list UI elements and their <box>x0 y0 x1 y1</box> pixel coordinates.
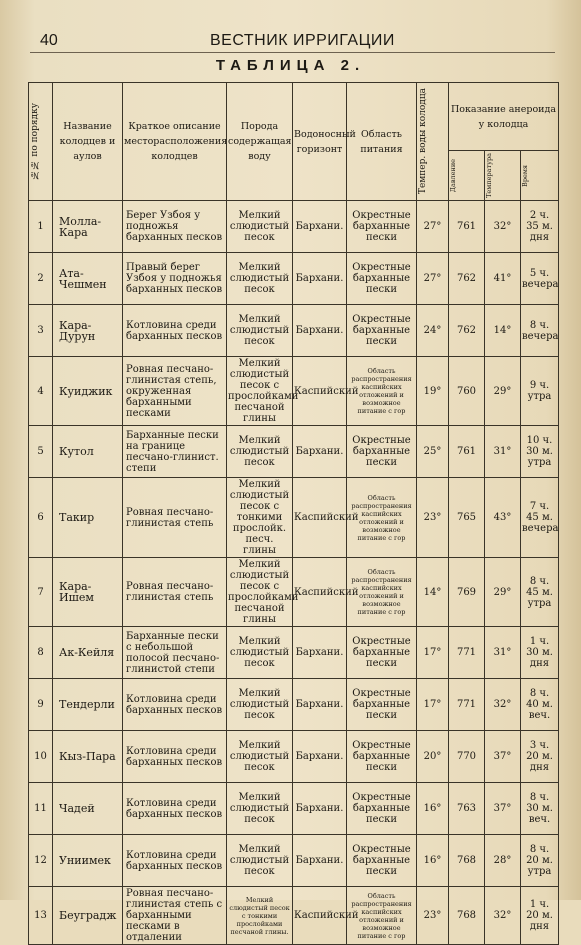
cell-water-temp: 16° <box>417 783 449 835</box>
cell-number: 3 <box>29 305 53 357</box>
cell-air-temp: 29° <box>485 558 521 627</box>
cell-air-temp: 29° <box>485 357 521 426</box>
wells-table <box>28 82 559 945</box>
table-row <box>29 305 559 357</box>
table-row <box>29 357 559 426</box>
cell-horizon: Бархани. <box>293 783 347 835</box>
cell-description: Ровная песчано-глинистая степь с барханными песками в отдалении <box>123 887 227 945</box>
cell-horizon: Каспийский <box>293 558 347 627</box>
cell-air-temp: 31° <box>485 426 521 478</box>
cell-well-name: Ата-Чешмен <box>53 253 123 305</box>
cell-water-temp: 19° <box>417 357 449 426</box>
table-row <box>29 731 559 783</box>
cell-water-temp: 27° <box>417 253 449 305</box>
col-header-pressure: Давление <box>449 151 485 201</box>
cell-horizon: Бархани. <box>293 627 347 679</box>
cell-rock: Мелкий слюдистый песок с тонкими прослойками песчаной глины. <box>227 887 293 945</box>
cell-feed-area: Область распространения каспийских отложений и возможное питание с гор <box>347 357 417 426</box>
cell-water-temp: 27° <box>417 201 449 253</box>
cell-rock: Мелкий слюдистый песок <box>227 835 293 887</box>
cell-well-name: Такир <box>53 478 123 558</box>
cell-number: 4 <box>29 357 53 426</box>
table-row <box>29 253 559 305</box>
cell-number: 5 <box>29 426 53 478</box>
cell-feed-area: Окрестные барханные пески <box>347 305 417 357</box>
col-header-desc: Краткое описание месторасположения колодцев <box>123 83 227 201</box>
table-row <box>29 783 559 835</box>
cell-pressure: 768 <box>449 887 485 945</box>
cell-water-temp: 14° <box>417 558 449 627</box>
cell-pressure: 763 <box>449 783 485 835</box>
cell-number: 1 <box>29 201 53 253</box>
cell-horizon: Каспийский <box>293 357 347 426</box>
cell-rock: Мелкий слюдистый песок <box>227 731 293 783</box>
cell-water-temp: 23° <box>417 478 449 558</box>
col-header-rock: Порода содержащая воду <box>227 83 293 201</box>
cell-air-temp: 31° <box>485 627 521 679</box>
cell-horizon: Бархани. <box>293 731 347 783</box>
cell-well-name: Кыз-Пара <box>53 731 123 783</box>
cell-pressure: 762 <box>449 305 485 357</box>
cell-air-temp: 37° <box>485 783 521 835</box>
cell-well-name: Молла-Кара <box>53 201 123 253</box>
cell-time: 10 ч. 30 м. утра <box>521 426 559 478</box>
cell-pressure: 761 <box>449 426 485 478</box>
table-row <box>29 426 559 478</box>
table-row <box>29 201 559 253</box>
cell-air-temp: 43° <box>485 478 521 558</box>
cell-number: 7 <box>29 558 53 627</box>
cell-description: Котловина среди барханных песков <box>123 305 227 357</box>
col-header-air-temp: Температура <box>485 151 521 201</box>
cell-number: 10 <box>29 731 53 783</box>
col-header-horizon: Водоносный горизонт <box>293 83 347 201</box>
cell-number: 12 <box>29 835 53 887</box>
table-row <box>29 887 559 945</box>
cell-time: 3 ч. 20 м. дня <box>521 731 559 783</box>
cell-water-temp: 17° <box>417 627 449 679</box>
table-row <box>29 627 559 679</box>
cell-air-temp: 32° <box>485 679 521 731</box>
cell-water-temp: 17° <box>417 679 449 731</box>
cell-number: 6 <box>29 478 53 558</box>
cell-time: 8 ч. 40 м. веч. <box>521 679 559 731</box>
cell-pressure: 768 <box>449 835 485 887</box>
cell-description: Барханные пески с небольшой полосой песчано-глинистой степи <box>123 627 227 679</box>
cell-air-temp: 32° <box>485 201 521 253</box>
cell-air-temp: 41° <box>485 253 521 305</box>
cell-well-name: Кутол <box>53 426 123 478</box>
cell-time: 1 ч. 30 м. дня <box>521 627 559 679</box>
cell-water-temp: 25° <box>417 426 449 478</box>
cell-pressure: 761 <box>449 201 485 253</box>
cell-rock: Мелкий слюдистый песок <box>227 783 293 835</box>
col-header-num: №№ по порядку <box>29 83 53 201</box>
table-body <box>29 201 559 945</box>
cell-well-name: Куиджик <box>53 357 123 426</box>
table-row <box>29 478 559 558</box>
page-number: 40 <box>40 32 58 49</box>
cell-feed-area: Область распространения каспийских отложений и возможное питание с гор <box>347 558 417 627</box>
cell-pressure: 771 <box>449 679 485 731</box>
col-header-time: Время <box>521 151 559 201</box>
col-header-aneroid: Показание анероида у колодца <box>449 83 559 151</box>
cell-horizon: Бархани. <box>293 253 347 305</box>
cell-horizon: Бархани. <box>293 305 347 357</box>
cell-description: Котловина среди барханных песков <box>123 731 227 783</box>
cell-description: Ровная песчано-глинистая степь, окруженная барханными песками <box>123 357 227 426</box>
cell-feed-area: Окрестные барханные пески <box>347 201 417 253</box>
running-header <box>0 30 581 52</box>
cell-horizon: Бархани. <box>293 426 347 478</box>
cell-water-temp: 20° <box>417 731 449 783</box>
cell-description: Правый берег Узбоя у подножья барханных песков <box>123 253 227 305</box>
cell-time: 2 ч. 35 м. дня <box>521 201 559 253</box>
table-row <box>29 679 559 731</box>
cell-rock: Мелкий слюдистый песок <box>227 253 293 305</box>
cell-water-temp: 23° <box>417 887 449 945</box>
cell-feed-area: Окрестные барханные пески <box>347 253 417 305</box>
cell-pressure: 765 <box>449 478 485 558</box>
cell-pressure: 760 <box>449 357 485 426</box>
cell-time: 8 ч. вечера <box>521 305 559 357</box>
cell-description: Ровная песчано-глинистая степь <box>123 558 227 627</box>
cell-description: Ровная песчано-глинистая степь <box>123 478 227 558</box>
cell-feed-area: Окрестные барханные пески <box>347 731 417 783</box>
cell-number: 8 <box>29 627 53 679</box>
cell-number: 13 <box>29 887 53 945</box>
cell-well-name: Чадей <box>53 783 123 835</box>
cell-description: Котловина среди барханных песков <box>123 783 227 835</box>
cell-feed-area: Окрестные барханные пески <box>347 835 417 887</box>
cell-air-temp: 37° <box>485 731 521 783</box>
cell-rock: Мелкий слюдистый песок с прослойками песчаной глины <box>228 559 299 625</box>
cell-well-name: Униимек <box>53 835 123 887</box>
cell-well-name: Тендерли <box>53 679 123 731</box>
cell-pressure: 762 <box>449 253 485 305</box>
cell-description: Барханные пески на границе песчано-глинист. степи <box>123 426 227 478</box>
cell-rock: Мелкий слюдистый песок <box>227 426 293 478</box>
cell-feed-area: Окрестные барханные пески <box>347 627 417 679</box>
cell-time: 7 ч. 45 м. вечера <box>521 478 559 558</box>
cell-feed-area: Окрестные барханные пески <box>347 426 417 478</box>
cell-air-temp: 28° <box>485 835 521 887</box>
cell-water-temp: 24° <box>417 305 449 357</box>
cell-feed-area: Область распространения каспийских отложений и возможное питание с гор <box>347 887 417 945</box>
journal-title: ВЕСТНИК ИРРИГАЦИИ <box>210 32 395 49</box>
cell-time: 8 ч. 45 м. утра <box>521 558 559 627</box>
cell-well-name: Ак-Кейля <box>53 627 123 679</box>
table-row <box>29 558 559 627</box>
cell-time: 5 ч. вечера <box>521 253 559 305</box>
cell-horizon: Бархани. <box>293 835 347 887</box>
cell-feed-area: Окрестные барханные пески <box>347 679 417 731</box>
col-header-feed: Область питания <box>347 83 417 201</box>
cell-horizon: Каспийский <box>293 478 347 558</box>
header-rule <box>30 52 555 53</box>
cell-feed-area: Окрестные барханные пески <box>347 783 417 835</box>
cell-well-name: Кара-Дурун <box>53 305 123 357</box>
cell-air-temp: 14° <box>485 305 521 357</box>
cell-air-temp: 32° <box>485 887 521 945</box>
col-header-temp: Темпер. воды колодца <box>417 83 449 201</box>
cell-rock: Мелкий слюдистый песок <box>227 679 293 731</box>
cell-horizon: Бархани. <box>293 201 347 253</box>
cell-well-name: Беуградж <box>53 887 123 945</box>
table-row <box>29 835 559 887</box>
cell-water-temp: 16° <box>417 835 449 887</box>
cell-rock: Мелкий слюдистый песок с прослойками песчаной глины <box>228 358 299 424</box>
table-title: ТАБЛИЦА 2. <box>215 57 366 74</box>
cell-number: 2 <box>29 253 53 305</box>
cell-pressure: 769 <box>449 558 485 627</box>
cell-rock: Мелкий слюдистый песок <box>227 305 293 357</box>
cell-feed-area: Область распространения каспийских отложений и возможное питание с гор <box>347 478 417 558</box>
cell-rock: Мелкий слюдистый песок с тонкими прослойк. песч. глины <box>227 478 293 558</box>
cell-description: Котловина среди барханных песков <box>123 679 227 731</box>
cell-time: 1 ч. 20 м. дня <box>521 887 559 945</box>
cell-number: 11 <box>29 783 53 835</box>
cell-time: 9 ч. утра <box>521 357 559 426</box>
cell-well-name: Кара-Ишем <box>53 558 123 627</box>
cell-description: Берег Узбоя у подножья барханных песков <box>123 201 227 253</box>
col-header-name: Название колодцев и аулов <box>53 83 123 201</box>
cell-horizon: Бархани. <box>293 679 347 731</box>
cell-rock: Мелкий слюдистый песок <box>227 627 293 679</box>
cell-pressure: 771 <box>449 627 485 679</box>
cell-rock: Мелкий слюдистый песок <box>227 201 293 253</box>
cell-pressure: 770 <box>449 731 485 783</box>
cell-number: 9 <box>29 679 53 731</box>
cell-time: 8 ч. 20 м. утра <box>521 835 559 887</box>
cell-horizon: Каспийский <box>293 887 347 945</box>
cell-description: Котловина среди барханных песков <box>123 835 227 887</box>
cell-time: 8 ч. 30 м. веч. <box>521 783 559 835</box>
